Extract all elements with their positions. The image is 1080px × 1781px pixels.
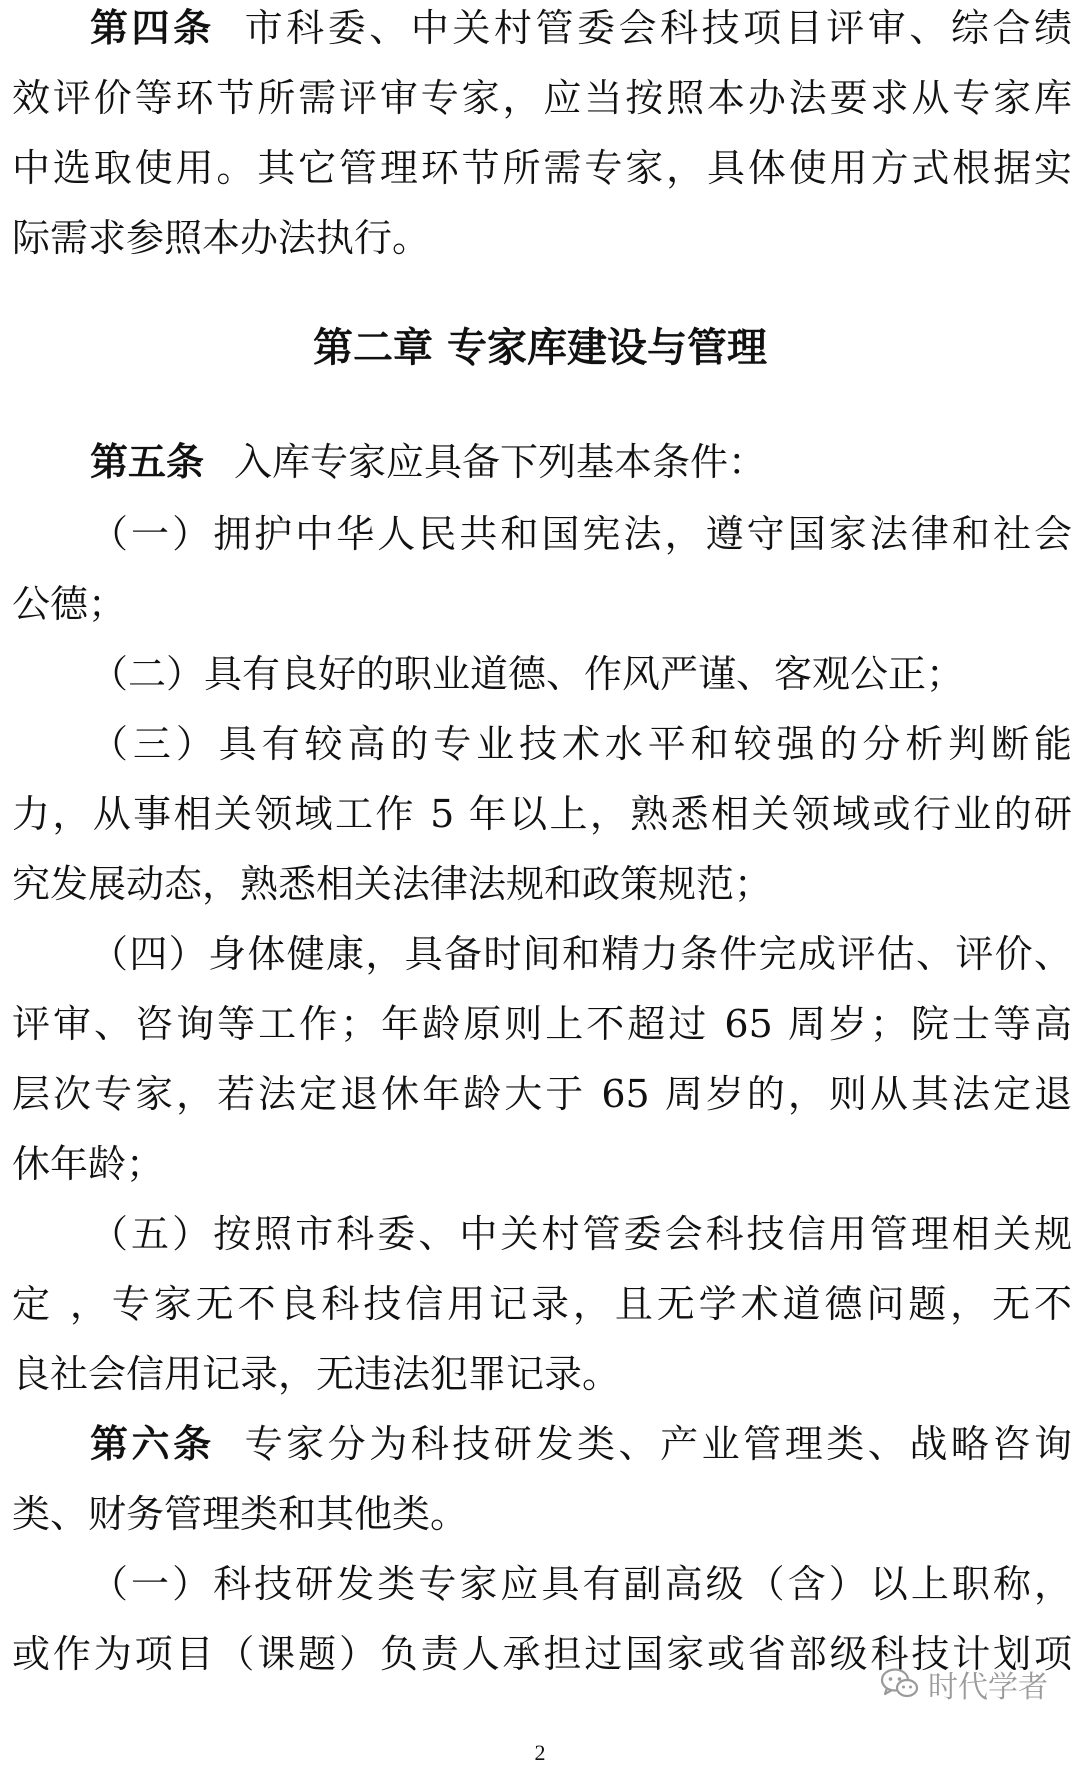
article5-clause3b: 力，从事相关领域工作 5 年以上，熟悉相关领域或行业的研 [12,792,1072,836]
article5-clause2: （二）具有良好的职业道德、作风严谨、客观公正； [90,652,965,696]
article4-line2: 效评价等环节所需评审专家，应当按照本办法要求从专家库 [12,76,1072,120]
article4-text1: 市科委、中关村管委会科技项目评审、综合绩 [244,6,1072,50]
article5-clause3a: （三）具有较高的专业技术水平和较强的分析判断能 [90,722,1072,766]
article6-line1 [90,1422,1072,1466]
article4-line1 [90,6,1072,50]
article5-clause5c: 良社会信用记录，无违法犯罪记录。 [12,1352,621,1396]
article4-line4: 际需求参照本办法执行。 [12,216,431,260]
article5-clause3c: 究发展动态，熟悉相关法律法规和政策规范； [12,862,773,906]
article5-heading: 第五条 [90,440,205,484]
article5-clause5b: 定 ，专家无不良科技信用记录，且无学术道德问题，无不 [12,1282,1072,1326]
article5-line1 [90,440,1072,484]
article5-text1: 入库专家应具备下列基本条件： [234,440,767,484]
chapter-title: 第二章 专家库建设与管理 [313,325,767,371]
article5-clause4b: 评审、咨询等工作；年龄原则上不超过 65 周岁；院士等高 [12,1002,1072,1046]
article4-line3: 中选取使用。其它管理环节所需专家，具体使用方式根据实 [12,146,1072,190]
wechat-icon [880,1667,920,1701]
watermark [880,1662,1048,1706]
article5-clause4a: （四）身体健康，具备时间和精力条件完成评估、评价、 [90,932,1072,976]
article5-clause5a: （五）按照市科委、中关村管委会科技信用管理相关规 [90,1212,1072,1256]
article4-heading: 第四条 [90,6,215,50]
page-number: 2 [534,1740,546,1765]
watermark-text: 时代学者 [928,1670,1048,1705]
article5-clause4d: 休年龄； [12,1142,165,1186]
article6-heading: 第六条 [90,1422,215,1466]
article6-clause1a: （一）科技研发类专家应具有副高级（含）以上职称， [90,1562,1072,1606]
article6-line2: 类、财务管理类和其他类。 [12,1492,469,1536]
article5-clause1b: 公德； [12,582,127,626]
article6-clause1b: 或作为项目（课题）负责人承担过国家或省部级科技计划项 [12,1632,1072,1676]
article6-text1: 专家分为科技研发类、产业管理类、战略咨询 [244,1422,1072,1466]
article5-clause4c: 层次专家，若法定退休年龄大于 65 周岁的，则从其法定退 [12,1072,1072,1116]
article5-clause1a: （一）拥护中华人民共和国宪法，遵守国家法律和社会 [90,512,1072,556]
